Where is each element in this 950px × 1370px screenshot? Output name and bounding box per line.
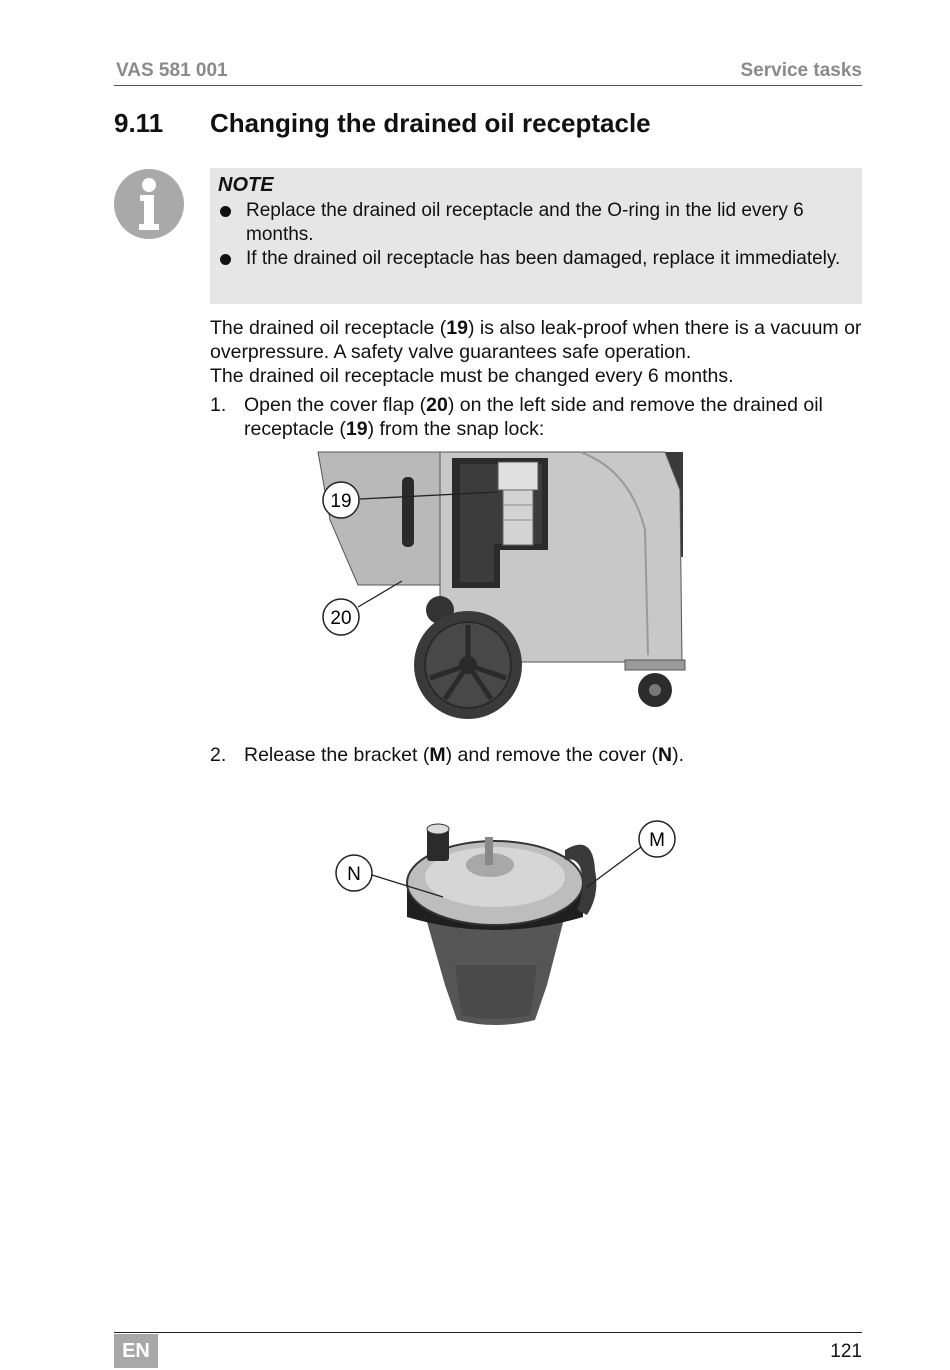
step-number: 1. xyxy=(210,394,227,416)
note-bullet-text: If the drained oil receptacle has been damaged, replace it immediately. xyxy=(246,248,841,269)
page-number: 121 xyxy=(830,1341,862,1362)
callout-N xyxy=(336,855,372,891)
intro-paragraph: The drained oil receptacle (19) is also leak-proof when there is a vacuum or overpressure. A safety valve guarantees safe operation. xyxy=(210,317,862,363)
step-number: 2. xyxy=(210,744,227,766)
section-title: Changing the drained oil receptacle xyxy=(210,108,651,138)
receptacle-cover-figure xyxy=(325,815,695,1035)
note-box xyxy=(210,168,862,304)
info-icon xyxy=(113,168,185,240)
section-number: 9.11 xyxy=(114,108,164,138)
callout-20 xyxy=(323,599,359,635)
header-doc-id: VAS 581 001 xyxy=(116,60,228,81)
note-title: NOTE xyxy=(218,174,274,196)
svg-text:19: 19 xyxy=(330,491,352,512)
bullet-dot xyxy=(220,206,231,217)
callout-19 xyxy=(323,482,359,518)
step-text: Release the bracket (M) and remove the cover (N). xyxy=(244,744,685,766)
step-text: Open the cover flap (20) on the left side and remove the drained oil receptacle (19) from the snap lock: xyxy=(244,394,823,440)
svg-text:M: M xyxy=(649,830,665,851)
callout-M xyxy=(639,821,675,857)
header-section-name: Service tasks xyxy=(740,60,862,81)
intro-paragraph-2: The drained oil receptacle must be changed every 6 months. xyxy=(210,365,734,387)
footer-rule xyxy=(114,1332,862,1333)
header-rule xyxy=(114,85,862,86)
bullet-dot xyxy=(220,254,231,265)
note-bullet-text: Replace the drained oil receptacle and the O-ring in the lid every 6 months. xyxy=(246,200,804,245)
svg-text:20: 20 xyxy=(330,608,352,629)
svg-text:N: N xyxy=(347,864,361,885)
language-badge: EN xyxy=(114,1334,158,1368)
machine-side-figure xyxy=(300,450,700,725)
ref-19: 19 xyxy=(446,317,468,339)
